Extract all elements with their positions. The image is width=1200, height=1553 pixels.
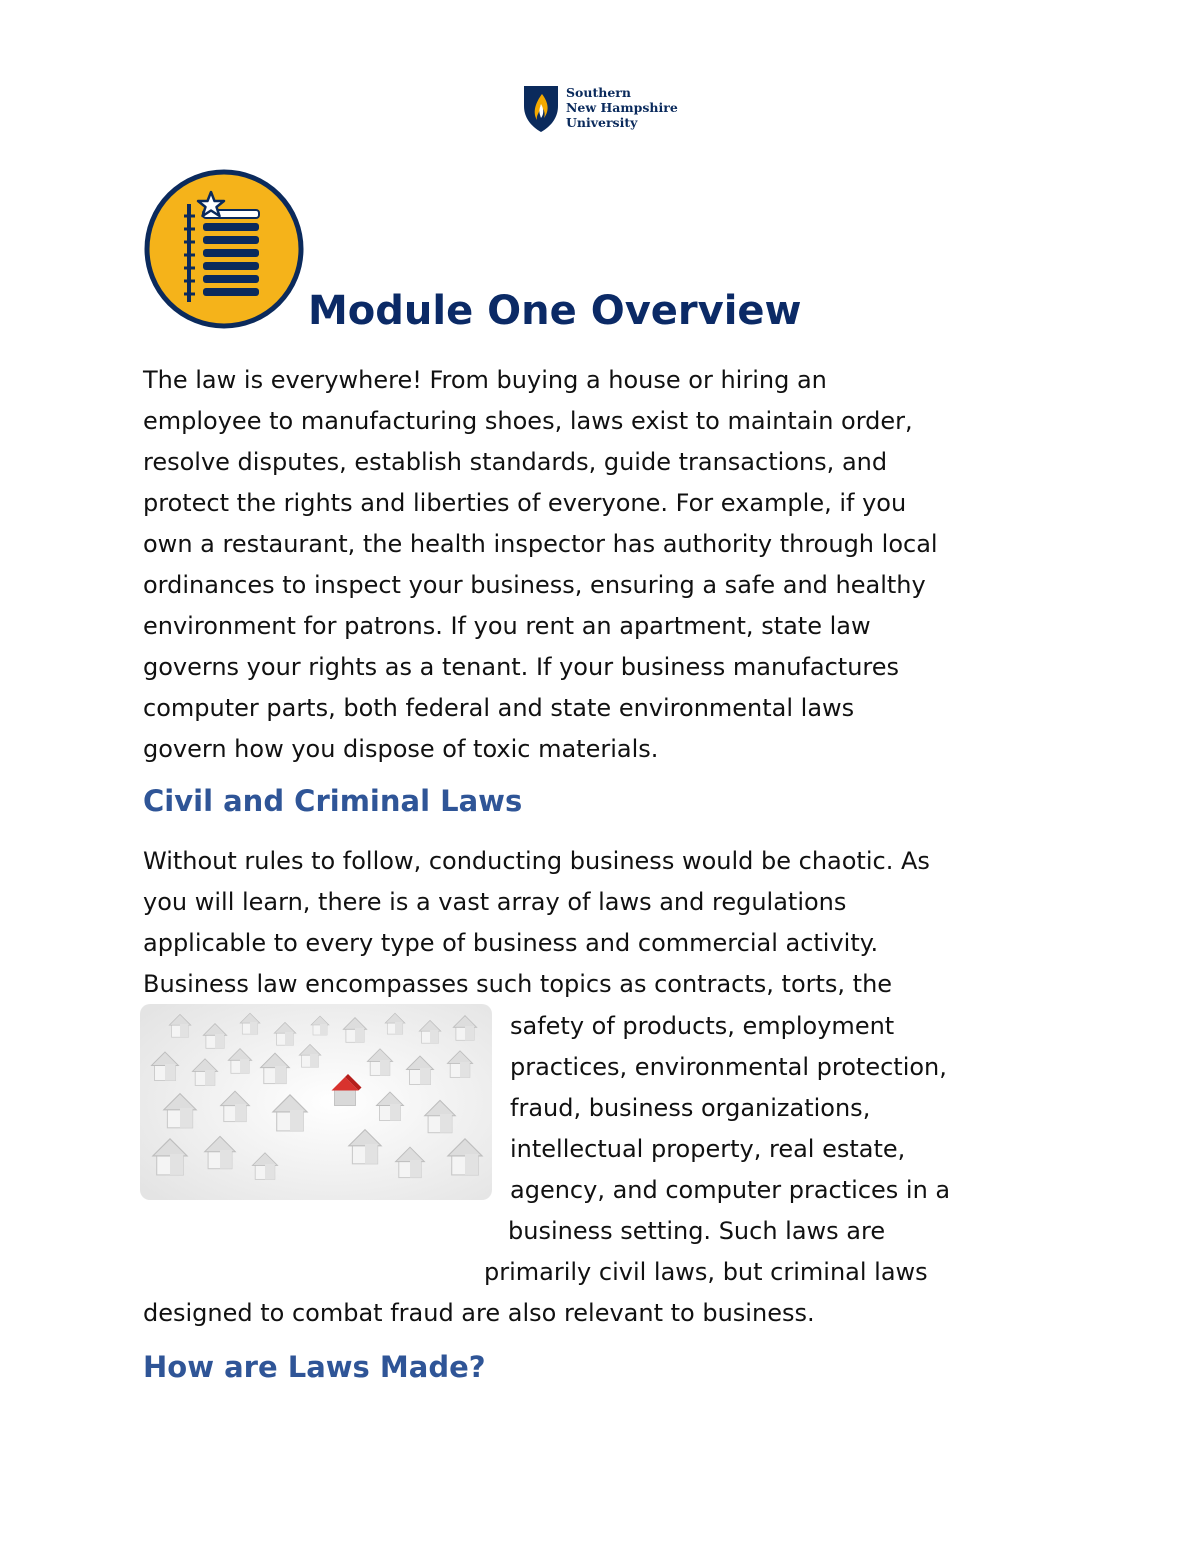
text-line: practices, environmental protection, (510, 1053, 947, 1081)
text-line: intellectual property, real estate, (510, 1135, 906, 1163)
text-line: agency, and computer practices in a (510, 1176, 951, 1204)
text-line: own a restaurant, the health inspector has authority through local (143, 530, 938, 558)
text-line: computer parts, both federal and state environmental laws (143, 694, 855, 722)
intro-paragraph (143, 360, 1073, 770)
checklist-star-icon (143, 168, 305, 330)
text-line: The law is everywhere! From buying a house or hiring an (143, 366, 827, 394)
section-heading-civil-criminal: Civil and Criminal Laws (143, 784, 523, 818)
text-line: protect the rights and liberties of everyone. For example, if you (143, 489, 907, 517)
text-line: ordinances to inspect your business, ensuring a safe and healthy (143, 571, 926, 599)
text-line: business setting. Such laws are (508, 1217, 886, 1245)
text-line: safety of products, employment (510, 1012, 895, 1040)
logo-line-2: New Hampshire (566, 100, 678, 115)
text-line: environment for patrons. If you rent an apartment, state law (143, 612, 871, 640)
shield-flame-icon (522, 84, 562, 134)
text-line: primarily civil laws, but criminal laws (484, 1258, 928, 1286)
text-line: governs your rights as a tenant. If your business manufactures (143, 653, 900, 681)
text-line: you will learn, there is a vast array of laws and regulations (143, 888, 847, 916)
text-line: resolve disputes, establish standards, guide transactions, and (143, 448, 888, 476)
logo-wordmark (566, 85, 678, 130)
houses-illustration (140, 1004, 492, 1200)
text-line: Business law encompasses such topics as contracts, torts, the (143, 970, 893, 998)
logo-line-1: Southern (566, 85, 631, 100)
snhu-logo (522, 84, 692, 134)
text-line: fraud, business organizations, (510, 1094, 871, 1122)
text-line: applicable to every type of business and commercial activity. (143, 929, 879, 957)
page-title: Module One Overview (308, 288, 802, 334)
text-line: employee to manufacturing shoes, laws exist to maintain order, (143, 407, 913, 435)
civil-criminal-paragraph (143, 841, 1073, 1005)
text-line: designed to combat fraud are also relevant to business. (143, 1299, 815, 1327)
text-line: Without rules to follow, conducting business would be chaotic. As (143, 847, 930, 875)
text-line: govern how you dispose of toxic materials. (143, 735, 659, 763)
section-heading-how-laws-made: How are Laws Made? (143, 1350, 486, 1384)
logo-line-3: University (566, 115, 638, 130)
